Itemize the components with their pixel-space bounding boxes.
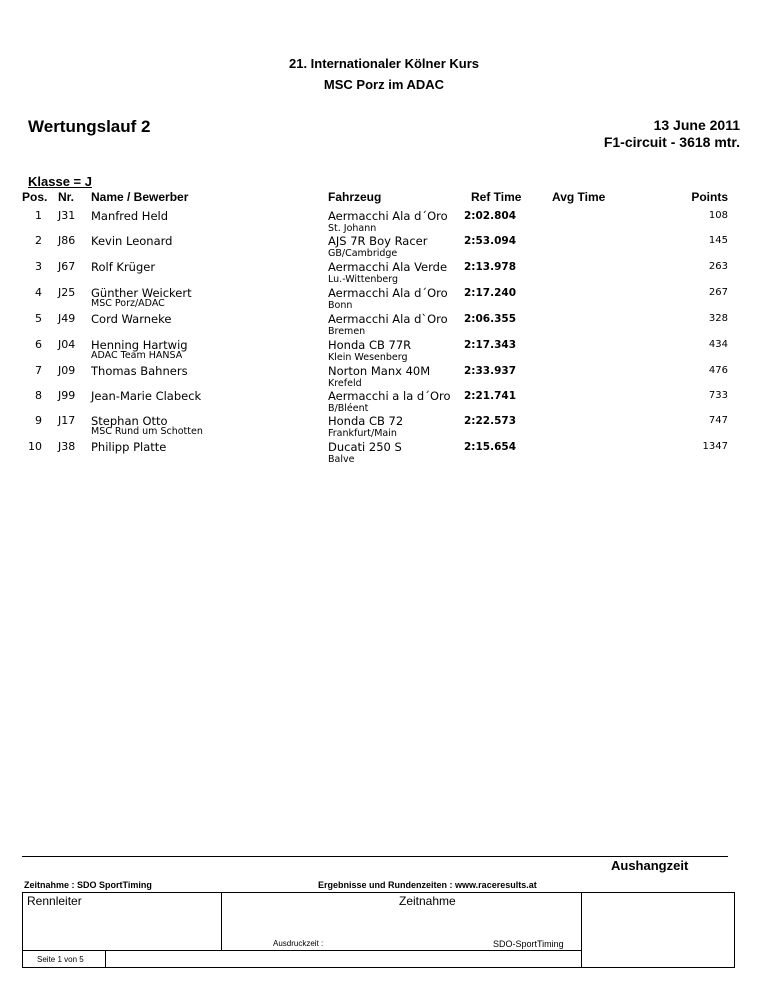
row-name: Jean-Marie Clabeck (91, 389, 202, 403)
row-points: 267 (708, 287, 728, 298)
class-label: Klasse = J (28, 174, 92, 189)
row-name: Cord Warneke (91, 312, 172, 326)
row-points: 145 (708, 235, 728, 246)
row-ref-time: 2:06.355 (464, 313, 517, 325)
col-pos: Pos. (22, 190, 48, 204)
row-city: Bonn (328, 300, 353, 311)
sdo-label: SDO-SportTiming (493, 939, 564, 949)
row-nr: J31 (58, 209, 76, 222)
signature-box (22, 892, 735, 968)
row-ref-time: 2:33.937 (464, 365, 517, 377)
row-pos: 7 (35, 364, 42, 377)
row-nr: J09 (58, 364, 76, 377)
row-pos: 8 (35, 389, 42, 402)
col-name: Name / Bewerber (91, 190, 189, 204)
row-points: 434 (708, 339, 728, 350)
row-city: Frankfurt/Main (328, 428, 397, 439)
row-vehicle: Aermacchi Ala d´Oro (328, 286, 448, 300)
row-city: GB/Cambridge (328, 248, 398, 259)
row-pos: 4 (35, 286, 42, 299)
box-divider (221, 893, 222, 950)
run-title: Wertungslauf 2 (28, 117, 151, 136)
row-pos: 10 (28, 440, 42, 453)
aushangzeit-label: Aushangzeit (611, 858, 689, 873)
row-name: Rolf Krüger (91, 260, 156, 274)
row-points: 263 (708, 261, 728, 272)
row-vehicle: Aermacchi a la d´Oro (328, 389, 451, 403)
row-nr: J25 (58, 286, 76, 299)
col-vehicle: Fahrzeug (328, 190, 382, 204)
event-title: 21. Internationaler Kölner Kurs (289, 56, 479, 71)
row-pos: 3 (35, 260, 42, 273)
col-avg-time: Avg Time (552, 190, 606, 204)
row-ref-time: 2:53.094 (464, 235, 517, 247)
row-vehicle: Aermacchi Ala d´Oro (328, 209, 448, 223)
row-club: MSC Rund um Schotten (91, 426, 203, 437)
row-city: St. Johann (328, 223, 377, 234)
row-city: B/Bléent (328, 403, 369, 414)
row-city: Klein Wesenberg (328, 352, 408, 363)
row-vehicle: Ducati 250 S (328, 440, 402, 454)
row-name: Thomas Bahners (91, 364, 188, 378)
zeitnahme-label: Zeitnahme (399, 894, 456, 908)
row-pos: 5 (35, 312, 42, 325)
row-city: Bremen (328, 326, 366, 337)
event-date: 13 June 2011 (653, 117, 740, 133)
row-vehicle: AJS 7R Boy Racer (328, 234, 428, 248)
row-name: Henning Hartwig (91, 338, 188, 352)
row-ref-time: 2:17.343 (464, 339, 517, 351)
row-nr: J86 (58, 234, 76, 247)
row-name: Manfred Held (91, 209, 169, 223)
row-vehicle: Aermacchi Ala d`Oro (328, 312, 448, 326)
row-pos: 1 (35, 209, 42, 222)
footer-divider (22, 856, 728, 857)
row-city: Krefeld (328, 378, 362, 389)
row-ref-time: 2:02.804 (464, 210, 517, 222)
print-time-label: Ausdruckzeit : (273, 939, 324, 948)
row-club: MSC Porz/ADAC (91, 298, 165, 309)
box-divider (105, 950, 106, 968)
row-ref-time: 2:13.978 (464, 261, 517, 273)
row-points: 733 (708, 390, 728, 401)
circuit-info: F1-circuit - 3618 mtr. (603, 134, 740, 150)
timing-provider: Zeitnahme : SDO SportTiming (24, 880, 152, 890)
row-pos: 9 (35, 414, 42, 427)
row-points: 108 (708, 210, 728, 221)
row-nr: J04 (58, 338, 76, 351)
row-vehicle: Norton Manx 40M (328, 364, 431, 378)
row-points: 328 (708, 313, 728, 324)
row-ref-time: 2:17.240 (464, 287, 517, 299)
box-divider (23, 950, 581, 951)
row-points: 1347 (702, 441, 728, 452)
row-name: Günther Weickert (91, 286, 192, 300)
row-name: Kevin Leonard (91, 234, 173, 248)
row-nr: J67 (58, 260, 76, 273)
row-nr: J17 (58, 414, 76, 427)
row-vehicle: Honda CB 77R (328, 338, 412, 352)
row-ref-time: 2:22.573 (464, 415, 517, 427)
row-name: Philipp Platte (91, 440, 167, 454)
row-name: Stephan Otto (91, 414, 168, 428)
col-points: Points (691, 190, 728, 204)
table-row (0, 387, 768, 413)
col-nr: Nr. (58, 190, 75, 204)
results-url: Ergebnisse und Rundenzeiten : www.raceresults.at (318, 880, 537, 890)
row-pos: 2 (35, 234, 42, 247)
row-nr: J38 (58, 440, 76, 453)
rennleiter-label: Rennleiter (27, 894, 82, 908)
row-ref-time: 2:21.741 (464, 390, 517, 402)
row-points: 747 (708, 415, 728, 426)
page-number: Seite 1 von 5 (37, 955, 84, 964)
organizer: MSC Porz im ADAC (323, 77, 445, 92)
box-divider (581, 893, 582, 968)
row-vehicle: Honda CB 72 (328, 414, 404, 428)
row-nr: J49 (58, 312, 76, 325)
table-row (0, 258, 768, 284)
row-vehicle: Aermacchi Ala Verde (328, 260, 448, 274)
col-ref-time: Ref Time (471, 190, 522, 204)
row-city: Lu.-Wittenberg (328, 274, 398, 285)
row-points: 476 (708, 365, 728, 376)
row-city: Balve (328, 454, 355, 465)
table-row (0, 232, 768, 258)
row-pos: 6 (35, 338, 42, 351)
row-club: ADAC Team HANSA (91, 350, 183, 361)
row-nr: J99 (58, 389, 76, 402)
row-ref-time: 2:15.654 (464, 441, 517, 453)
table-row (0, 207, 768, 233)
